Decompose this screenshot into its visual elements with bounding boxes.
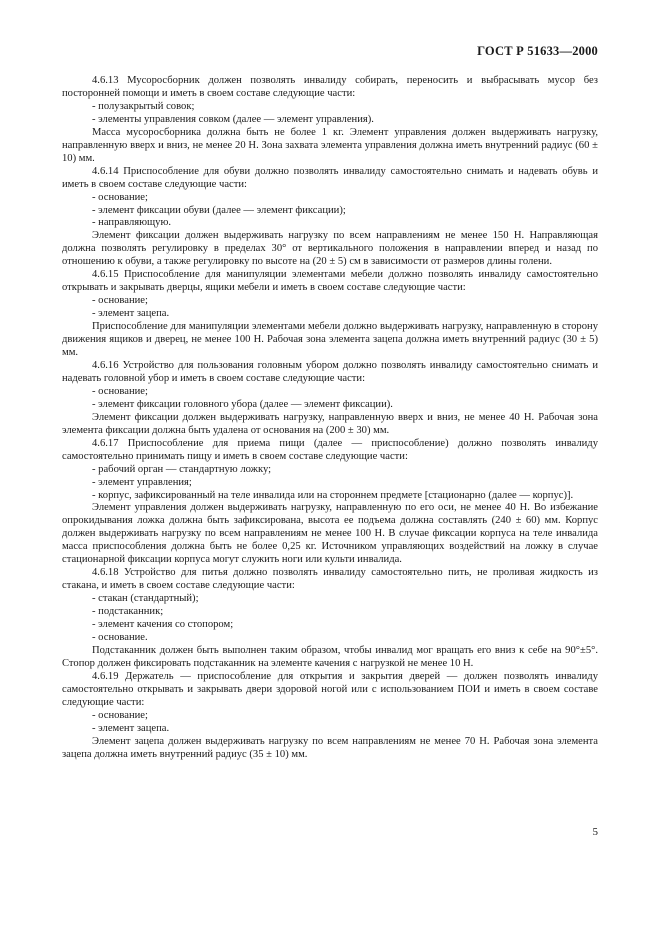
list-item: - основание; xyxy=(92,385,148,397)
paragraph-4-6-18: 4.6.18 Устройство для питья должно позволять инвалиду самостоятельно пить, не проливая жидкость из стакана, и иметь в своем составе следующие части: xyxy=(62,567,598,592)
list-item: - элемент фиксации обуви (далее — элемент фиксации); xyxy=(92,204,346,216)
paragraph: Подстаканник должен быть выполнен таким образом, чтобы инвалид мог вращать его вниз к себе на 90°±5°. Стопор должен фиксировать подстаканник на элементе качения с нагрузкой не менее 10 Н. xyxy=(62,644,598,669)
paragraph: Элемент фиксации должен выдерживать нагрузку по всем направлениям не менее 150 Н. Направляющая должна позволять регулировку в пределах 30° от вертикального положения в направлении вперед и назад по отношению к обуви, а также регулировку по высоте на (20 ± 5) см в зависимости от размеров длины голени. xyxy=(62,230,598,268)
document-header: ГОСТ Р 51633—2000 xyxy=(477,44,598,58)
paragraph-4-6-14: 4.6.14 Приспособление для обуви должно позволять инвалиду самостоятельно снимать и надевать обувь и иметь в своем составе следующие части: xyxy=(62,165,598,190)
list-item: - элемент зацепа. xyxy=(92,308,170,320)
list-item: - основание; xyxy=(92,295,148,307)
list-item: - стакан (стандартный); xyxy=(92,593,199,605)
paragraph-4-6-17: 4.6.17 Приспособление для приема пищи (далее — приспособление) должно позволять инвалиду самостоятельно принимать пищу и иметь в своем составе следующие части: xyxy=(62,437,598,462)
paragraph-4-6-15: 4.6.15 Приспособление для манипуляции элементами мебели должно позволять инвалиду самостоятельно открывать и закрывать дверцы, ящики мебели и иметь в своем составе следующие части: xyxy=(62,269,598,294)
list-item: - элементы управления совком (далее — элемент управления). xyxy=(92,113,374,125)
paragraph: Элемент управления должен выдерживать нагрузку, направленную по его оси, не менее 40 Н. Во избежание опрокидывания ложка должна быть зафиксирована, высота ее подъема должна составлять (240 ± 60) мм. Корпус должен выдерживать нагрузку по всем направлениям не менее 100 Н. В случае фиксации корпуса на теле инвалида масса приспособления должна быть не более 0,25 кг. Источником управляющих воздействий на ложку в случае стационарной фиксации корпуса могут служить ноги или культи инвалида. xyxy=(62,502,598,566)
paragraph-4-6-16: 4.6.16 Устройство для пользования головным убором должно позволять инвалиду самостоятельно снимать и надевать головной убор и иметь в своем составе следующие части: xyxy=(62,359,598,384)
document-body xyxy=(62,75,598,762)
list-item: - основание. xyxy=(92,631,148,643)
list-item: - направляющую. xyxy=(92,217,172,229)
list-item: - подстаканник; xyxy=(92,606,164,618)
list-item: - элемент фиксации головного убора (далее — элемент фиксации). xyxy=(92,398,393,410)
list-item: - основание; xyxy=(92,709,148,721)
list-item: - рабочий орган — стандартную ложку; xyxy=(92,463,272,475)
paragraph: Масса мусоросборника должна быть не более 1 кг. Элемент управления должен выдерживать нагрузку, направленную вверх и вниз, не менее 20 Н. Зона захвата элемента управления должна иметь внутренний радиус (60 ± 10) мм. xyxy=(62,126,598,164)
list-item: - элемент зацепа. xyxy=(92,722,170,734)
paragraph-4-6-13: 4.6.13 Мусоросборник должен позволять инвалиду собирать, переносить и выбрасывать мусор без посторонней помощи и иметь в своем составе следующие части: xyxy=(62,75,598,99)
paragraph: Приспособление для манипуляции элементами мебели должно выдерживать нагрузку, направленную в сторону движения ящиков и дверец, не менее 100 Н. Рабочая зона элемента зацепа должна иметь внутренний радиус (30 ± 5) мм. xyxy=(62,321,598,359)
list-item: - элемент управления; xyxy=(92,476,192,488)
list-item: - основание; xyxy=(92,191,148,203)
page-number: 5 xyxy=(592,826,598,838)
paragraph: Элемент фиксации должен выдерживать нагрузку, направленную вверх и вниз, не менее 40 Н. Рабочая зона элемента фиксации должна быть удалена от основания на (200 ± 30) мм. xyxy=(62,411,598,436)
paragraph-4-6-19: 4.6.19 Держатель — приспособление для открытия и закрытия дверей — должен позволять инвалиду самостоятельно открывать и закрывать двери здоровой ногой или с использованием ПОИ и иметь в своем составе следующие части: xyxy=(62,670,598,708)
list-item: - корпус, зафиксированный на теле инвалида или на стороннем предмете [стационарно (далее — корпус)]. xyxy=(92,489,574,501)
paragraph: Элемент зацепа должен выдерживать нагрузку по всем направлениям не менее 70 Н. Рабочая зона элемента зацепа должна иметь внутренний радиус (35 ± 10) мм. xyxy=(62,735,598,760)
list-item: - полузакрытый совок; xyxy=(92,100,195,112)
list-item: - элемент качения со стопором; xyxy=(92,619,234,631)
